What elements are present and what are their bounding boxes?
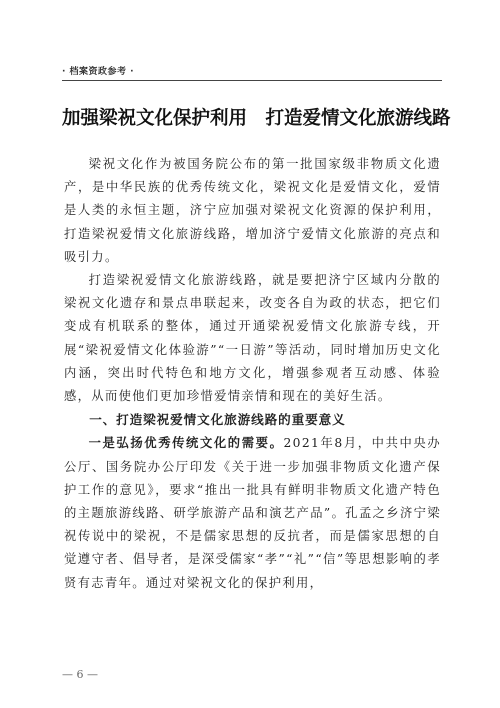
paragraph-3	[64, 431, 441, 594]
article-body	[64, 153, 441, 595]
header-rule	[62, 80, 442, 81]
paragraph-3-text: 2021年8月，中共中央办公厅、国务院办公厅印发《关于进一步加强非物质文化遗产保护工作的意见》，要求“推出一批具有鲜明非物质文化遗产特色的主题旅游线路、研学旅游产品和演艺产品”。孔孟之乡济宁梁祝传说中的梁祝，不是儒家思想的反抗者，而是儒家思想的自觉遵守者、倡导者，是深受儒家“孝”“礼”“信”等思想影响的孝贤有志青年。通过对梁祝文化的保护利用，	[64, 436, 441, 590]
running-header: · 档案资政参考 ·	[62, 67, 135, 77]
paragraph-2: 打造梁祝爱情文化旅游线路，就是要把济宁区域内分散的梁祝文化遗存和景点串联起来，改变各自为政的状态，把它们变成有机联系的整体，通过开通梁祝爱情文化旅游专线，开展“梁祝爱情文化体验游”“一日游”等活动，同时增加历史文化内涵，突出时代特色和地方文化，增强参观者互动感、体验感，从而使他们更加珍惜爱情亲情和现在的美好生活。	[64, 273, 441, 404]
paragraph-lead: 一是弘扬优秀传统文化的需要。	[88, 435, 284, 451]
paragraph-1: 梁祝文化作为被国务院公布的第一批国家级非物质文化遗产，是中华民族的优秀传统文化，梁祝文化是爱情文化，爱情是人类的永恒主题，济宁应加强对梁祝文化资源的保护利用，打造梁祝爱情文化旅游线路，增加济宁爱情文化旅游的亮点和吸引力。	[64, 157, 441, 264]
article-title: 加强梁祝文化保护利用 打造爱情文化旅游线路	[62, 108, 451, 129]
section-heading: 一、打造梁祝爱情文化旅游线路的重要意义	[89, 412, 346, 428]
page-number: — 6 —	[62, 668, 98, 681]
